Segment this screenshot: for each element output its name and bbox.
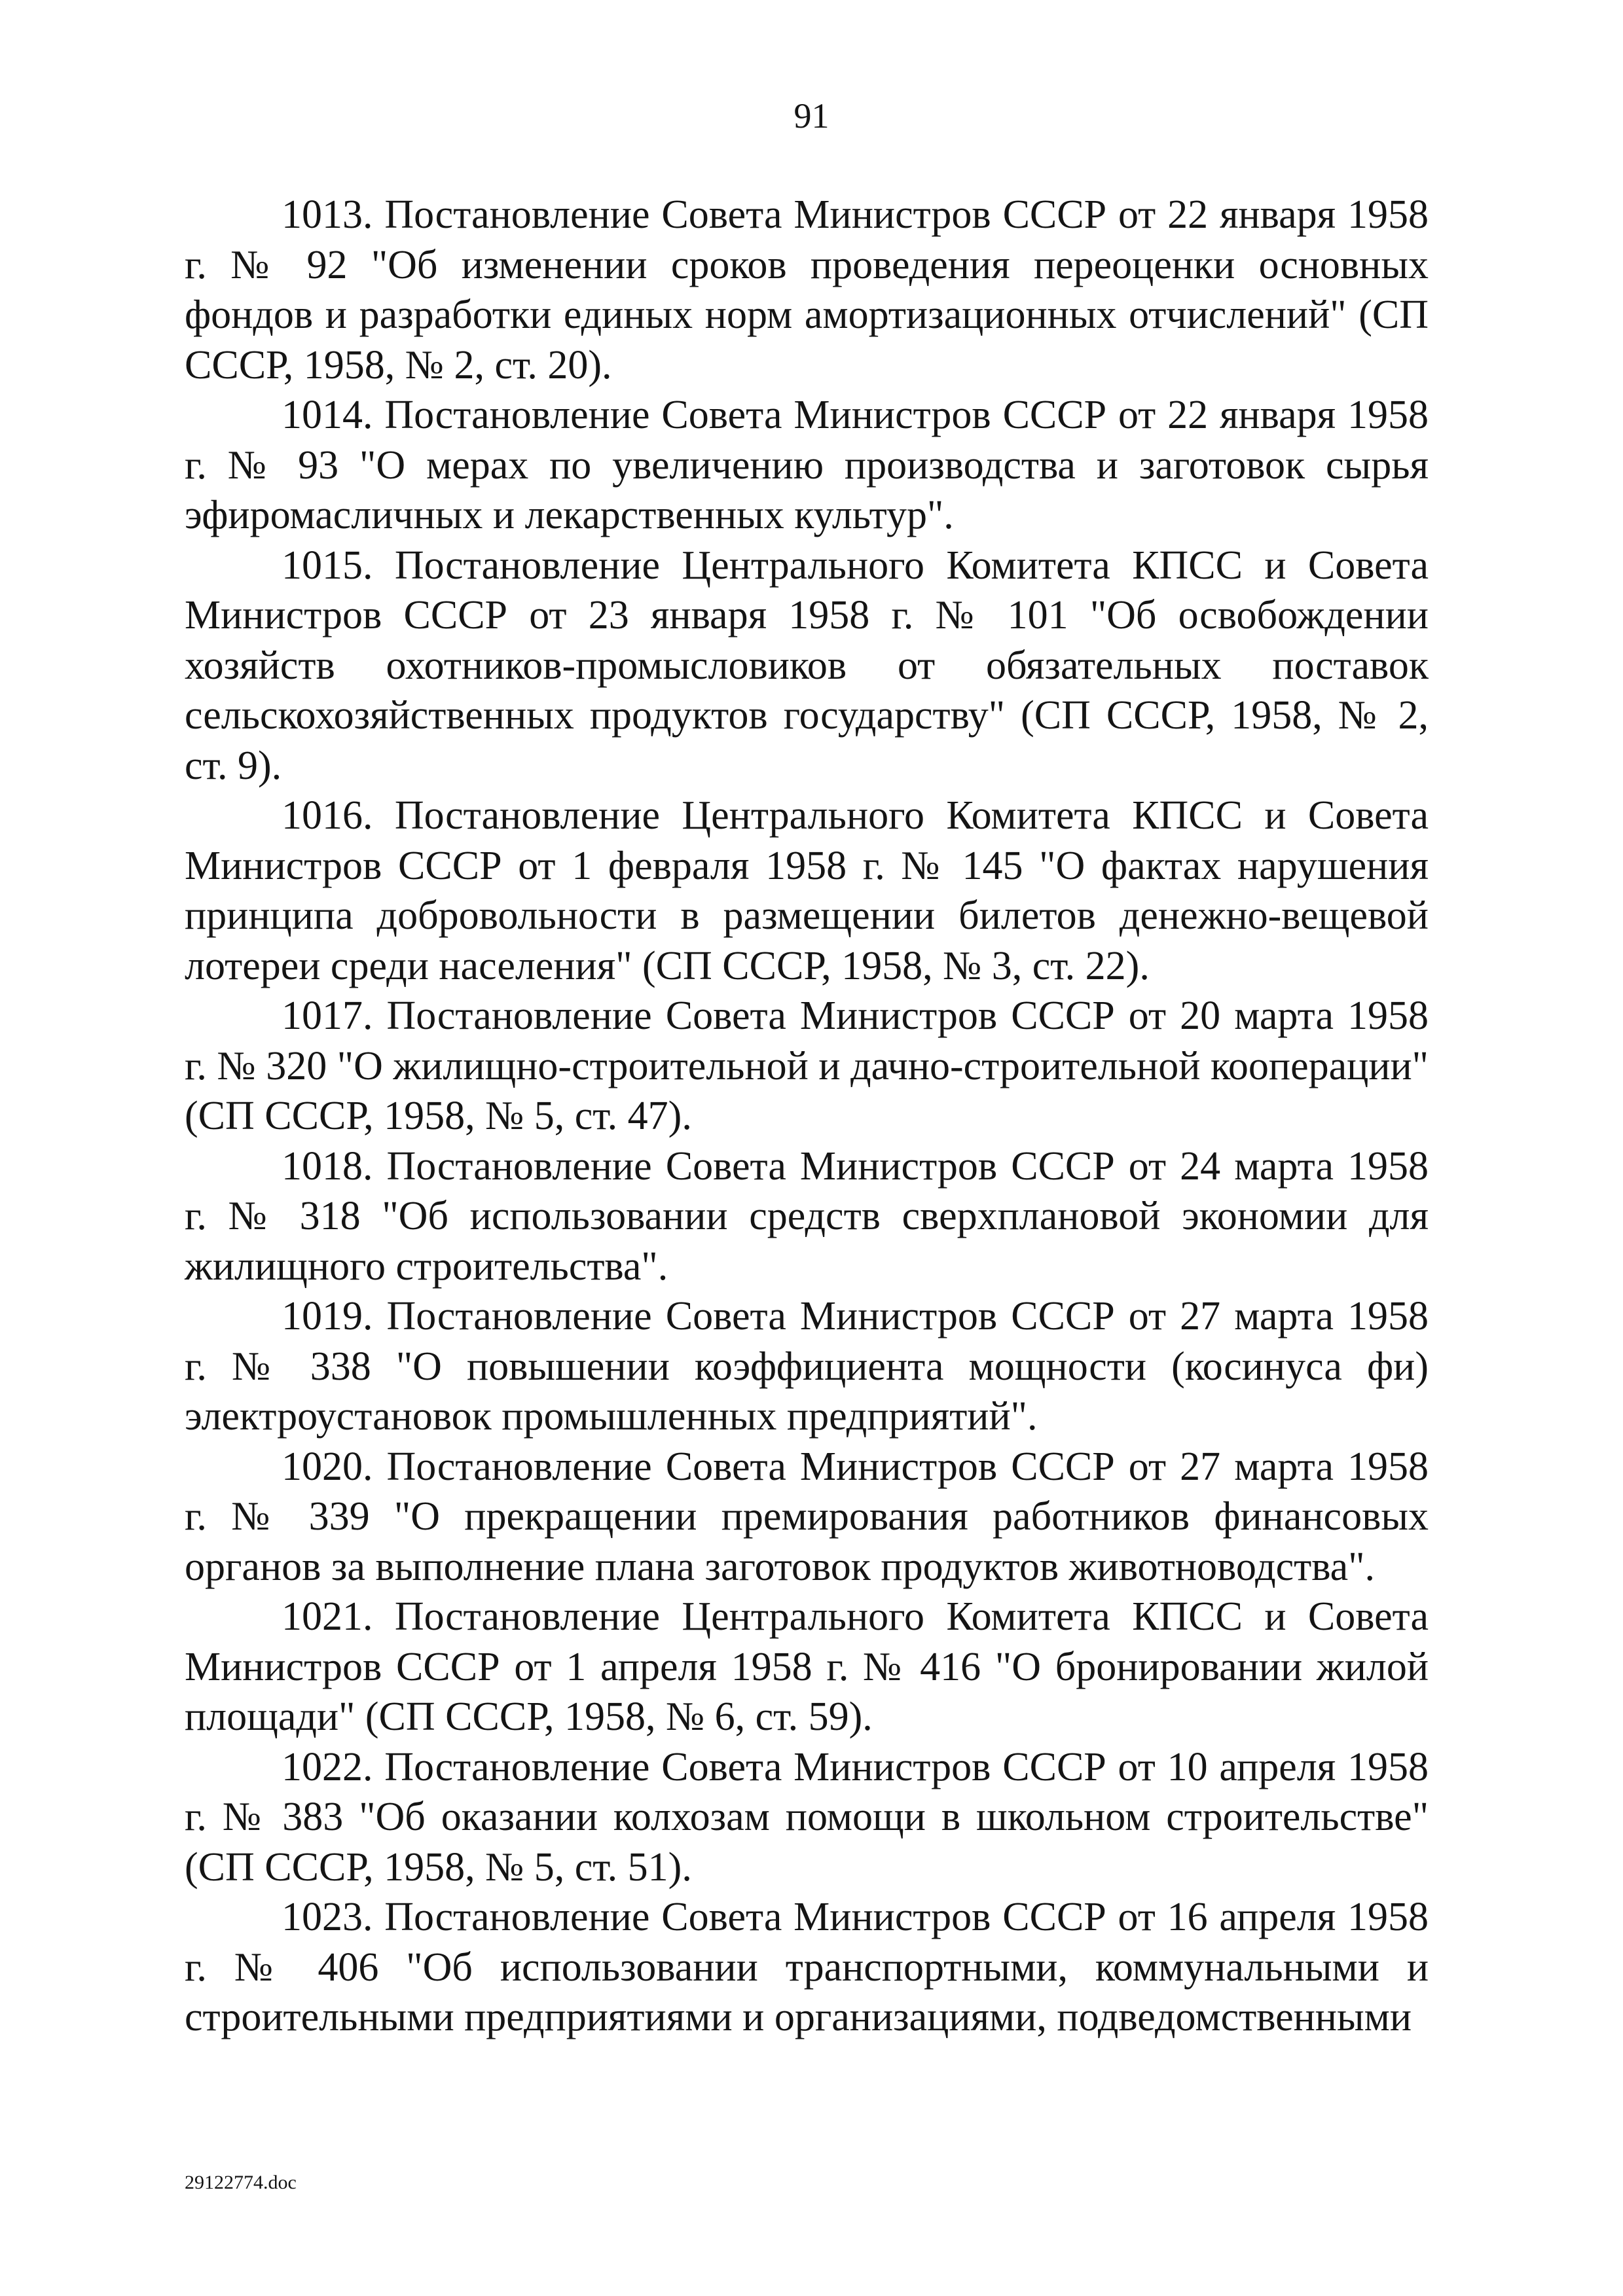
entry-1019: 1019. Постановление Совета Министров СССР от 27 марта 1958 г. № 338 "О повышении коэффициента мощности (косинуса фи) электроустановок промышленных предприятий".: [185, 1294, 1429, 1439]
entry-1018: 1018. Постановление Совета Министров СССР от 24 марта 1958 г. № 318 "Об использовании средств сверхплановой экономии для жилищного строительства".: [185, 1143, 1429, 1289]
entry-1017: 1017. Постановление Совета Министров СССР от 20 марта 1958 г. № 320 "О жилищно-строительной и дачно-строительной кооперации" (СП СССР, 1958, № 5, ст. 47).: [185, 994, 1429, 1138]
entry-1020: 1020. Постановление Совета Министров СССР от 27 марта 1958 г. № 339 "О прекращении премирования работников финансовых органов за выполнение плана заготовок продуктов животноводства".: [185, 1444, 1429, 1589]
entry-1014: 1014. Постановление Совета Министров СССР от 22 января 1958 г. № 93 "О мерах по увеличению производства и заготовок сырья эфиромасличных и лекарственных культур".: [185, 393, 1429, 537]
entry-1013: 1013. Постановление Совета Министров СССР от 22 января 1958 г. № 92 "Об изменении сроков проведения переоценки основных фондов и разработки единых норм амортизационных отчислений" (СП СССР, 1958, № 2, ст. 20).: [185, 192, 1429, 387]
entry-1016: 1016. Постановление Центрального Комитета КПСС и Совета Министров СССР от 1 февраля 1958 г. № 145 "О фактах нарушения принципа добровольности в размещении билетов денежно-вещевой лотереи среди населения" (СП СССР, 1958, № 3, ст. 22).: [185, 793, 1429, 988]
entry-1015: 1015. Постановление Центрального Комитета КПСС и Совета Министров СССР от 23 января 1958 г. № 101 "Об освобождении хозяйств охотников-промысловиков от обязательных поставок сельскохозяйственных продуктов государству" (СП СССР, 1958, № 2, ст. 9).: [185, 543, 1429, 788]
footer-filename: 29122774.doc: [185, 2172, 297, 2193]
entry-1021: 1021. Постановление Центрального Комитета КПСС и Совета Министров СССР от 1 апреля 1958 г. № 416 "О бронировании жилой площади" (СП СССР, 1958, № 6, ст. 59).: [185, 1594, 1429, 1739]
entry-1023: 1023. Постановление Совета Министров СССР от 16 апреля 1958 г. № 406 "Об использовании транспортными, коммунальными и строительными предприятиями и организациями, подведомственными: [185, 1895, 1429, 2039]
entry-1022: 1022. Постановление Совета Министров СССР от 10 апреля 1958 г. № 383 "Об оказании колхозам помощи в школьном строительстве" (СП СССР, 1958, № 5, ст. 51).: [185, 1744, 1429, 1890]
page-number: 91: [793, 96, 830, 135]
document-body: [185, 190, 1429, 2043]
